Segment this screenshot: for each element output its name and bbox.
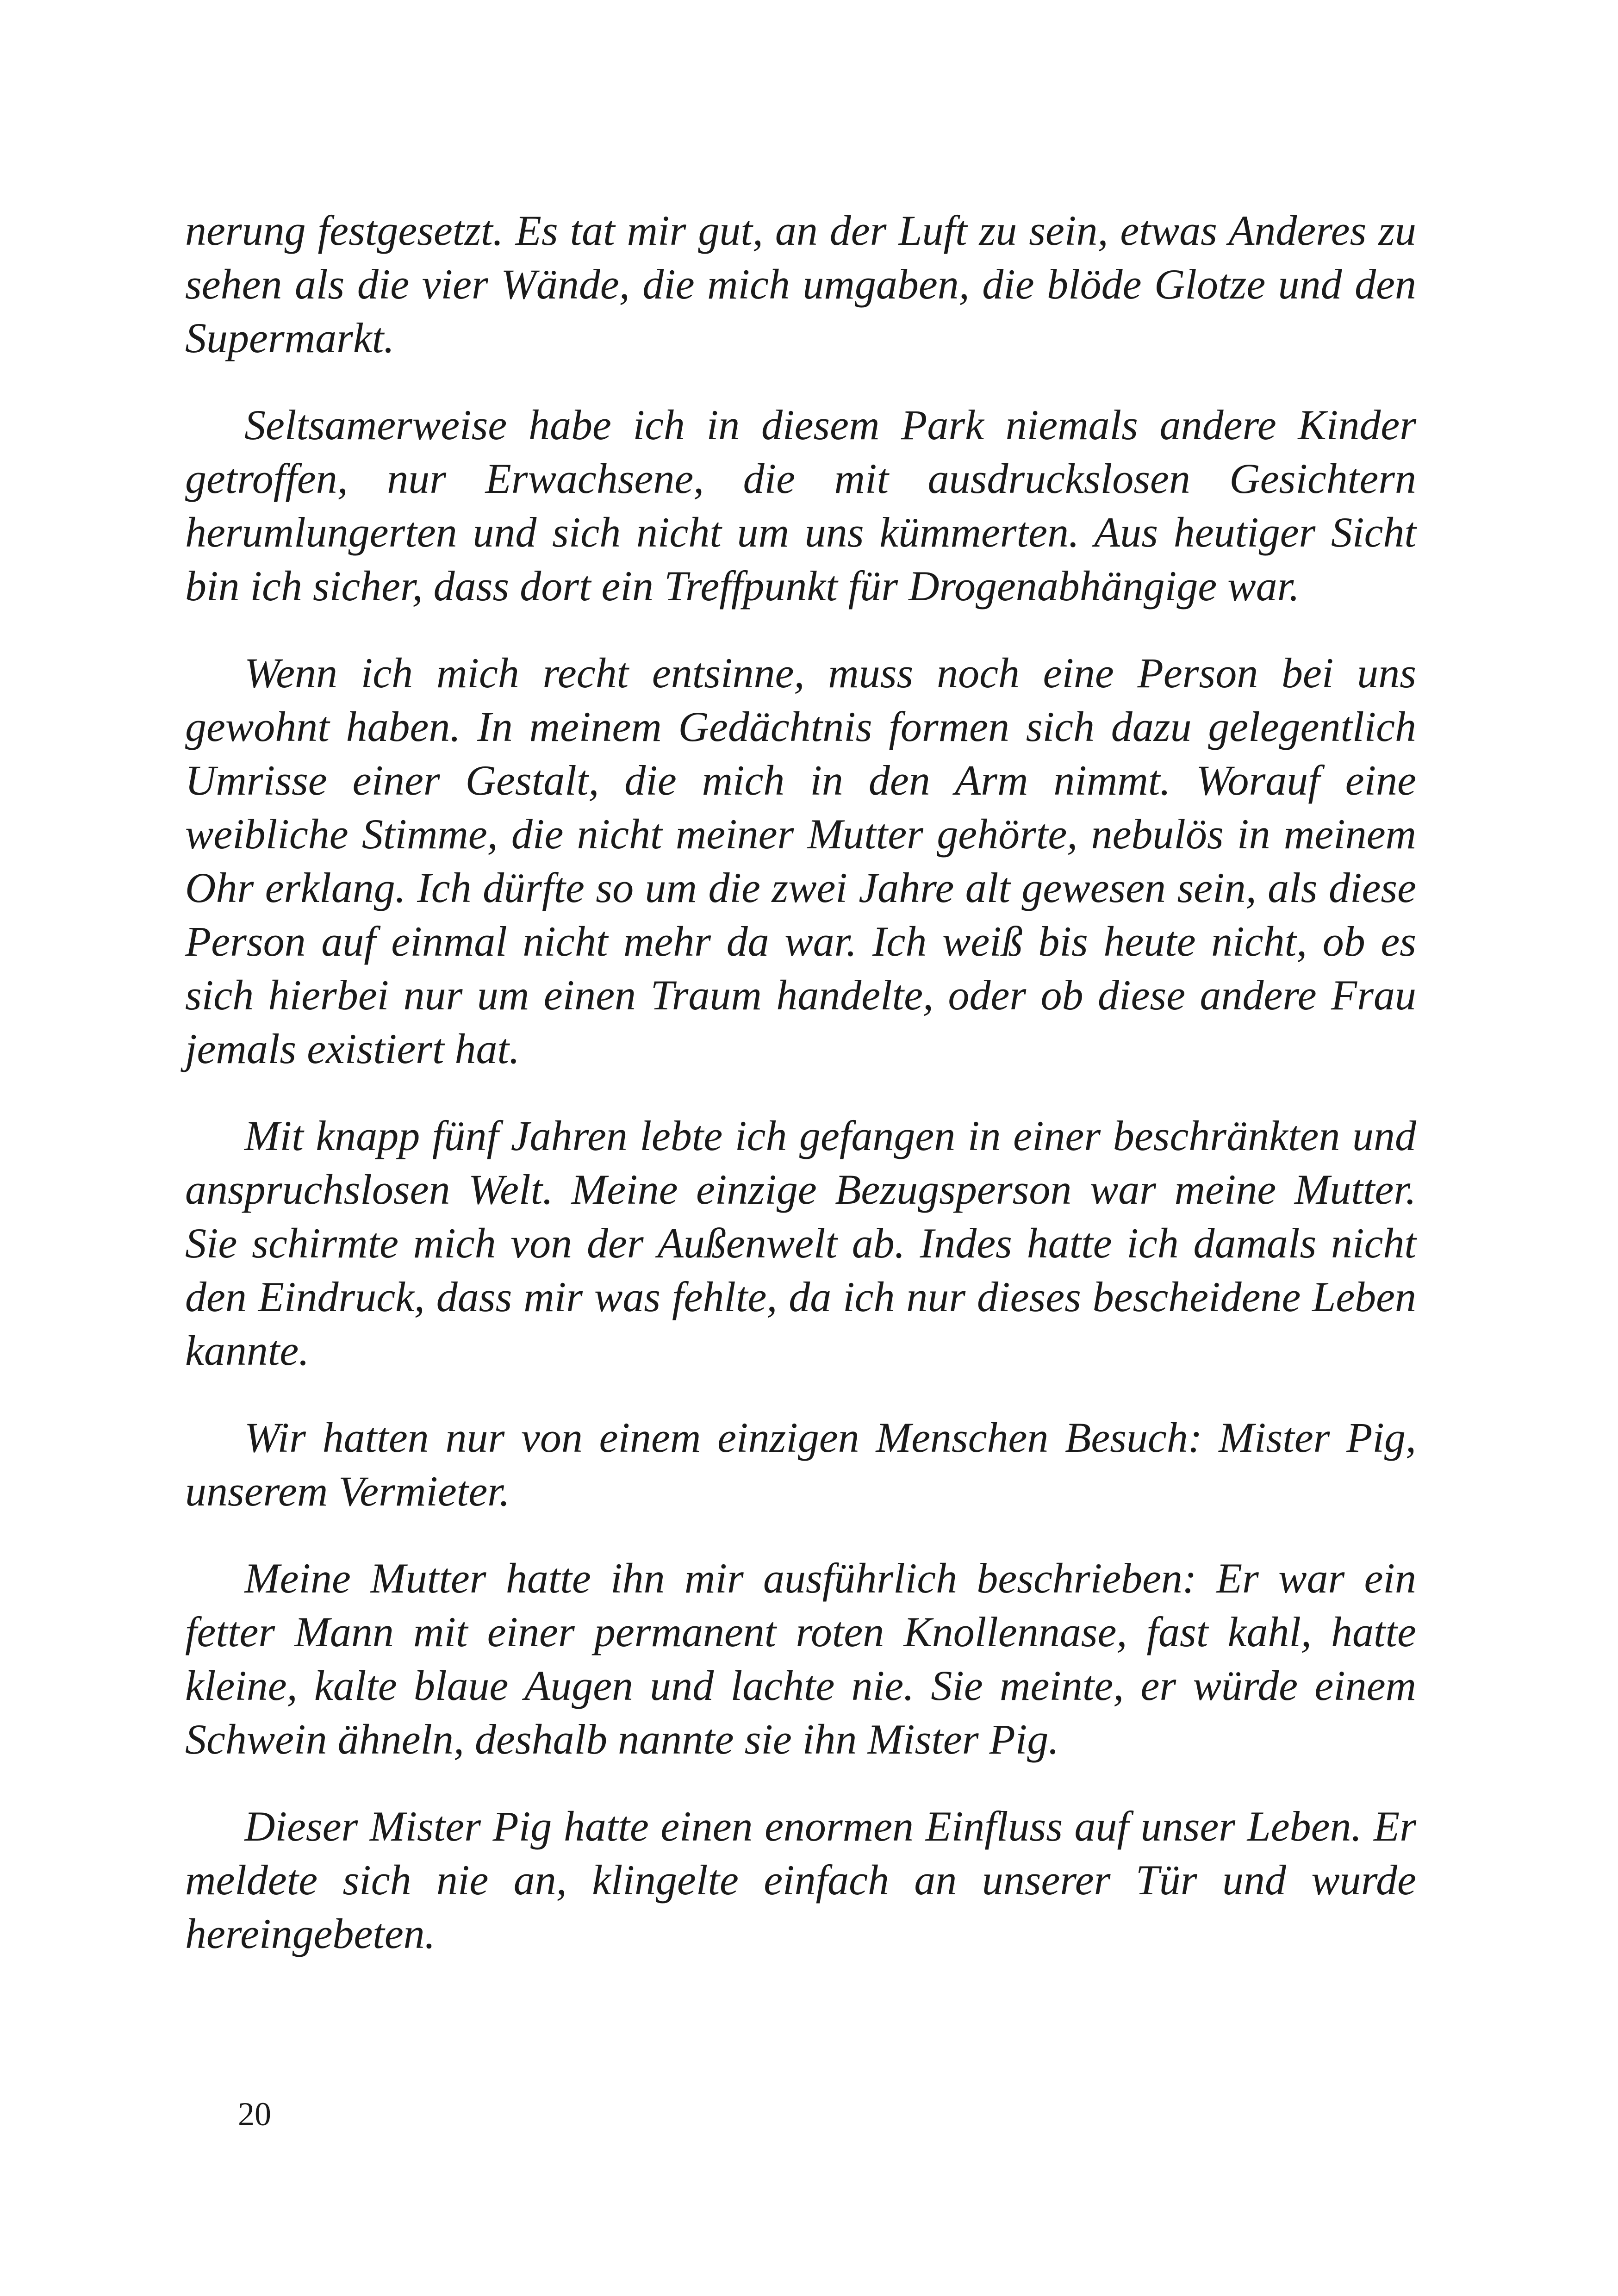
paragraph-5: Wir hatten nur von einem einzigen Menschen Besuch: Mister Pig, unserem Vermieter. [185,1414,1416,1515]
paragraph-6: Meine Mutter hatte ihn mir ausführlich beschrieben: Er war ein fetter Mann mit einer permanent roten Knollennase, fast kahl, hatte kleine, kalte blaue Augen und lachte nie. Sie meinte, er würde einem Schwein ähneln, deshalb nannte sie ihn Mister Pig. [185,1555,1416,1763]
paragraph-3: Wenn ich mich recht entsinne, muss noch eine Person bei uns gewohnt haben. In meinem Gedächtnis formen sich dazu gelegentlich Umrisse einer Gestalt, die mich in den Arm nimmt. Worauf eine weibliche Stimme, die nicht meiner Mutter gehörte, nebulös in meinem Ohr erklang. Ich dürfte so um die zwei Jahre alt gewesen sein, als diese Person auf einmal nicht mehr da war. Ich weiß bis heute nicht, ob es sich hierbei nur um einen Traum handelte, oder ob diese andere Frau jemals existiert hat. [185,649,1416,1072]
body-text [185,204,1416,1994]
paragraph-4: Mit knapp fünf Jahren lebte ich gefangen in einer beschränkten und anspruchslosen Welt. Meine einzige Bezugsperson war meine Mutter. Sie schirmte mich von der Außenwelt ab. Indes hatte ich damals nicht den Eindruck, dass mir was fehlte, da ich nur dieses bescheidene Leben kannte. [185,1112,1416,1374]
paragraph-7: Dieser Mister Pig hatte einen enormen Einfluss auf unser Leben. Er meldete sich nie an, klingelte einfach an unserer Tür und wurde hereingebeten. [185,1803,1416,1957]
paragraph-2: Seltsamerweise habe ich in diesem Park niemals andere Kinder getroffen, nur Erwachsene, die mit ausdruckslosen Gesichtern herumlungerten und sich nicht um uns kümmerten. Aus heutiger Sicht bin ich sicher, dass dort ein Treffpunkt für Drogenabhängige war. [185,401,1416,610]
paragraph-1: nerung festgesetzt. Es tat mir gut, an der Luft zu sein, etwas Anderes zu sehen als die vier Wände, die mich umgaben, die blöde Glotze und den Supermarkt. [185,207,1416,361]
page-number: 20 [238,2096,271,2133]
